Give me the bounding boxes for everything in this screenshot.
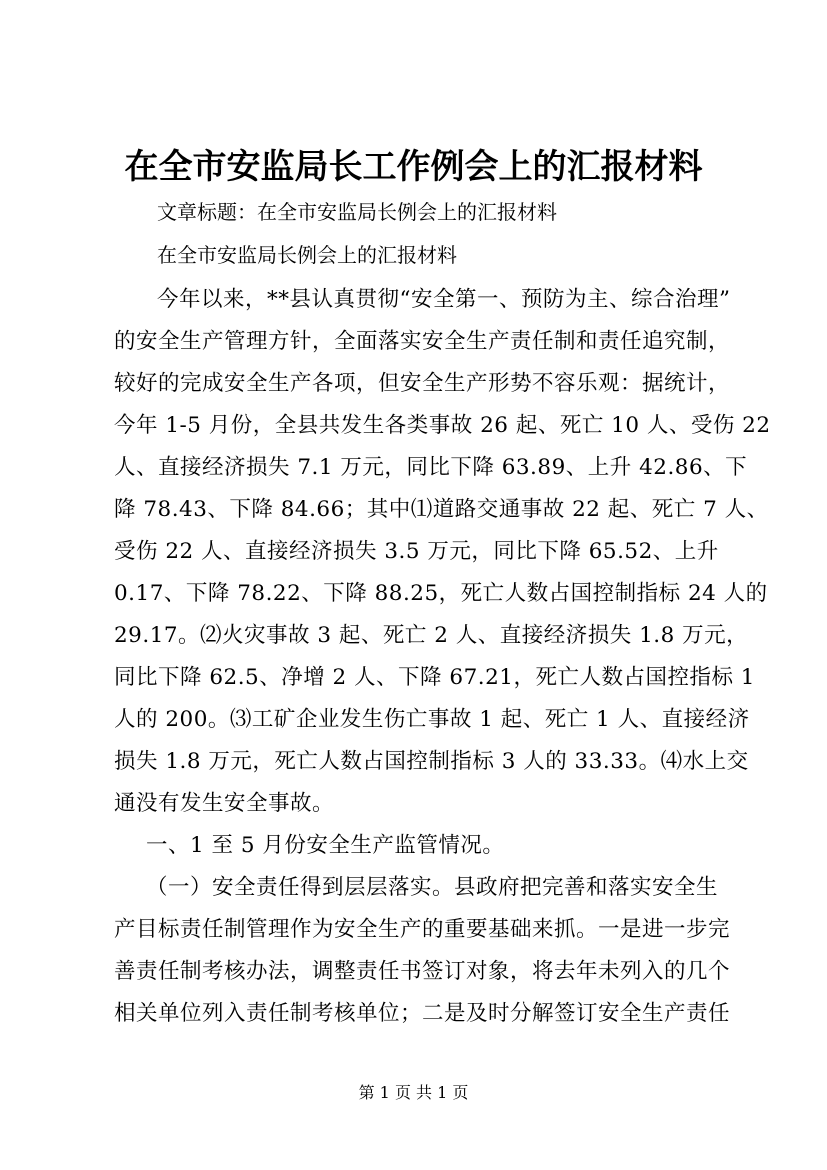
- body-line: 的安全生产管理方针，全面落实安全生产责任制和责任追究制，: [114, 329, 731, 354]
- body-line: 0.17、下降 78.22、下降 88.25，死亡人数占国控制指标 24 人的: [114, 581, 768, 606]
- body-line: 通没有发生安全事故。: [114, 791, 335, 816]
- page-footer: 第 1 页 共 1 页: [358, 1083, 469, 1102]
- body-line: 相关单位列入责任制考核单位；二是及时分解签订安全生产责任: [114, 1001, 731, 1026]
- body-line: 产目标责任制管理作为安全生产的重要基础来抓。一是进一步完: [114, 917, 731, 942]
- document-title: 在全市安监局长工作例会上的汇报材料: [124, 147, 703, 187]
- body-line: （一）安全责任得到层层落实。县政府把完善和落实安全生: [146, 875, 719, 900]
- body-line: 损失 1.8 万元，死亡人数占国控制指标 3 人的 33.33。⑷水上交: [114, 749, 749, 774]
- body-line: 今年 1-5 月份，全县共发生各类事故 26 起、死亡 10 人、受伤 22: [114, 413, 771, 438]
- body-line: 今年以来，**县认真贯彻“安全第一、预防为主、综合治理”: [157, 287, 731, 312]
- body-line: 29.17。⑵火灾事故 3 起、死亡 2 人、直接经济损失 1.8 万元，: [114, 623, 749, 648]
- body-line: 善责任制考核办法，调整责任书签订对象，将去年未列入的几个: [114, 959, 731, 984]
- body-line: 降 78.43、下降 84.66；其中⑴道路交通事故 22 起、死亡 7 人、: [114, 497, 769, 522]
- body-line: 人、直接经济损失 7.1 万元，同比下降 63.89、上升 42.86、下: [114, 455, 748, 480]
- section-heading: 一、1 至 5 月份安全生产监管情况。: [146, 833, 505, 858]
- body-line: 人的 200。⑶工矿企业发生伤亡事故 1 起、死亡 1 人、直接经济: [114, 707, 750, 732]
- body-line: 较好的完成安全生产各项，但安全生产形势不容乐观：据统计，: [114, 371, 731, 396]
- subtitle-line: 在全市安监局长例会上的汇报材料: [157, 243, 457, 267]
- body-line: 受伤 22 人、直接经济损失 3.5 万元，同比下降 65.52、上升: [114, 539, 719, 564]
- article-title-line: 文章标题：在全市安监局长例会上的汇报材料: [157, 200, 557, 224]
- body-line: 同比下降 62.5、净增 2 人、下降 67.21，死亡人数占国控指标 1: [114, 665, 755, 690]
